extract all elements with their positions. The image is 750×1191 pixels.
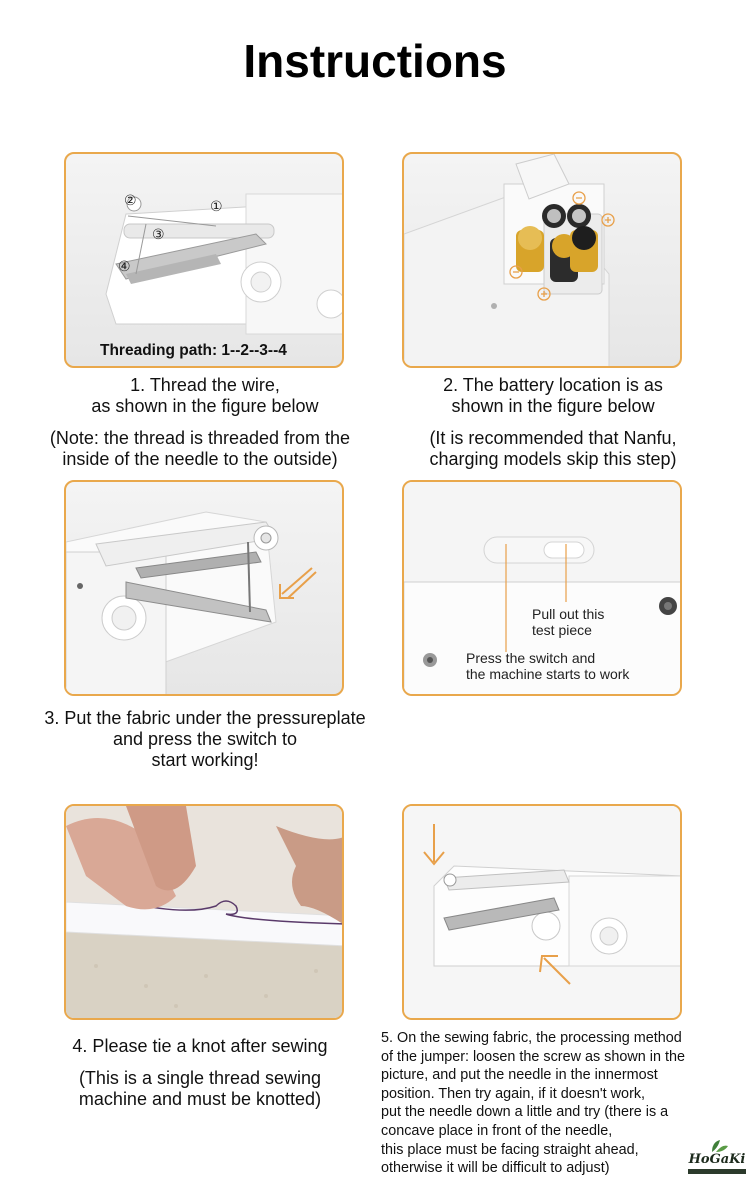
step1-note-line1: (Note: the thread is threaded from the [49, 428, 351, 448]
brand-logo [688, 1138, 746, 1182]
step4-caption: 4. Please tie a knot after sewing [72, 1036, 328, 1056]
threading-path-label: Threading path: 1--2--3--4 [100, 342, 287, 359]
step4-note [20, 1068, 380, 1110]
step5-line: picture, and put the needle in the innermost [381, 1067, 658, 1084]
step1-note-line2: inside of the needle to the outside) [62, 449, 338, 469]
thread-point-1: ① [210, 198, 223, 214]
step5-line: put the needle down a little and try (there is a [381, 1104, 669, 1121]
step1-caption-line1: 1. Thread the wire, [130, 375, 280, 395]
switch-label-line1: Press the switch and [466, 650, 596, 666]
step3-caption [10, 708, 400, 771]
step5-line: this place must be facing straight ahead, [381, 1141, 639, 1158]
test-piece-image [402, 480, 682, 696]
thread-point-3: ③ [152, 226, 165, 242]
step5-line: 5. On the sewing fabric, the processing method [381, 1030, 682, 1046]
thread-point-4: ④ [118, 258, 131, 274]
step5-line: otherwise it will be difficult to adjust) [381, 1160, 610, 1177]
press-switch-label [466, 650, 629, 682]
switch-label-line2: the machine starts to work [466, 666, 630, 682]
thread-point-2: ② [124, 192, 137, 208]
logo-text: HoGaKi [688, 1152, 746, 1167]
step2-note-line1: (It is recommended that Nanfu, [429, 428, 677, 448]
step3-caption-line3: start working! [151, 750, 259, 770]
needle-adjust-image [402, 804, 682, 1020]
step5-line: concave place in front of the needle, [381, 1122, 613, 1139]
step2-note-line2: charging models skip this step) [429, 449, 677, 469]
step4-note-line1: (This is a single thread sewing [78, 1068, 322, 1088]
step1-note [10, 428, 390, 470]
tie-knot-image [64, 804, 344, 1020]
step3-caption-line1: 3. Put the fabric under the pressureplate [44, 708, 366, 728]
battery-image [402, 152, 682, 368]
step1-caption-line2: as shown in the figure below [91, 396, 319, 416]
step5-line: position. Then try again, if it doesn't work, [381, 1085, 646, 1102]
step2-caption [368, 375, 738, 417]
step3-caption-line2: and press the switch to [112, 729, 298, 749]
pull-test-piece-label [532, 606, 604, 638]
step2-caption-line1: 2. The battery location is as [443, 375, 663, 395]
step2-caption-line2: shown in the figure below [451, 396, 655, 416]
step1-caption [20, 375, 390, 417]
step2-note [368, 428, 738, 470]
step4-note-line2: machine and must be knotted) [78, 1089, 322, 1109]
pull-label-line1: Pull out this [532, 606, 605, 622]
logo-underline [688, 1169, 746, 1174]
pressure-plate-image [64, 480, 344, 696]
page-title: Instructions [243, 35, 507, 87]
step5-line: of the jumper: loosen the screw as shown in the [381, 1048, 685, 1065]
threading-image [64, 152, 344, 368]
step5-caption [381, 1029, 741, 1178]
pull-label-line2: test piece [532, 622, 592, 638]
